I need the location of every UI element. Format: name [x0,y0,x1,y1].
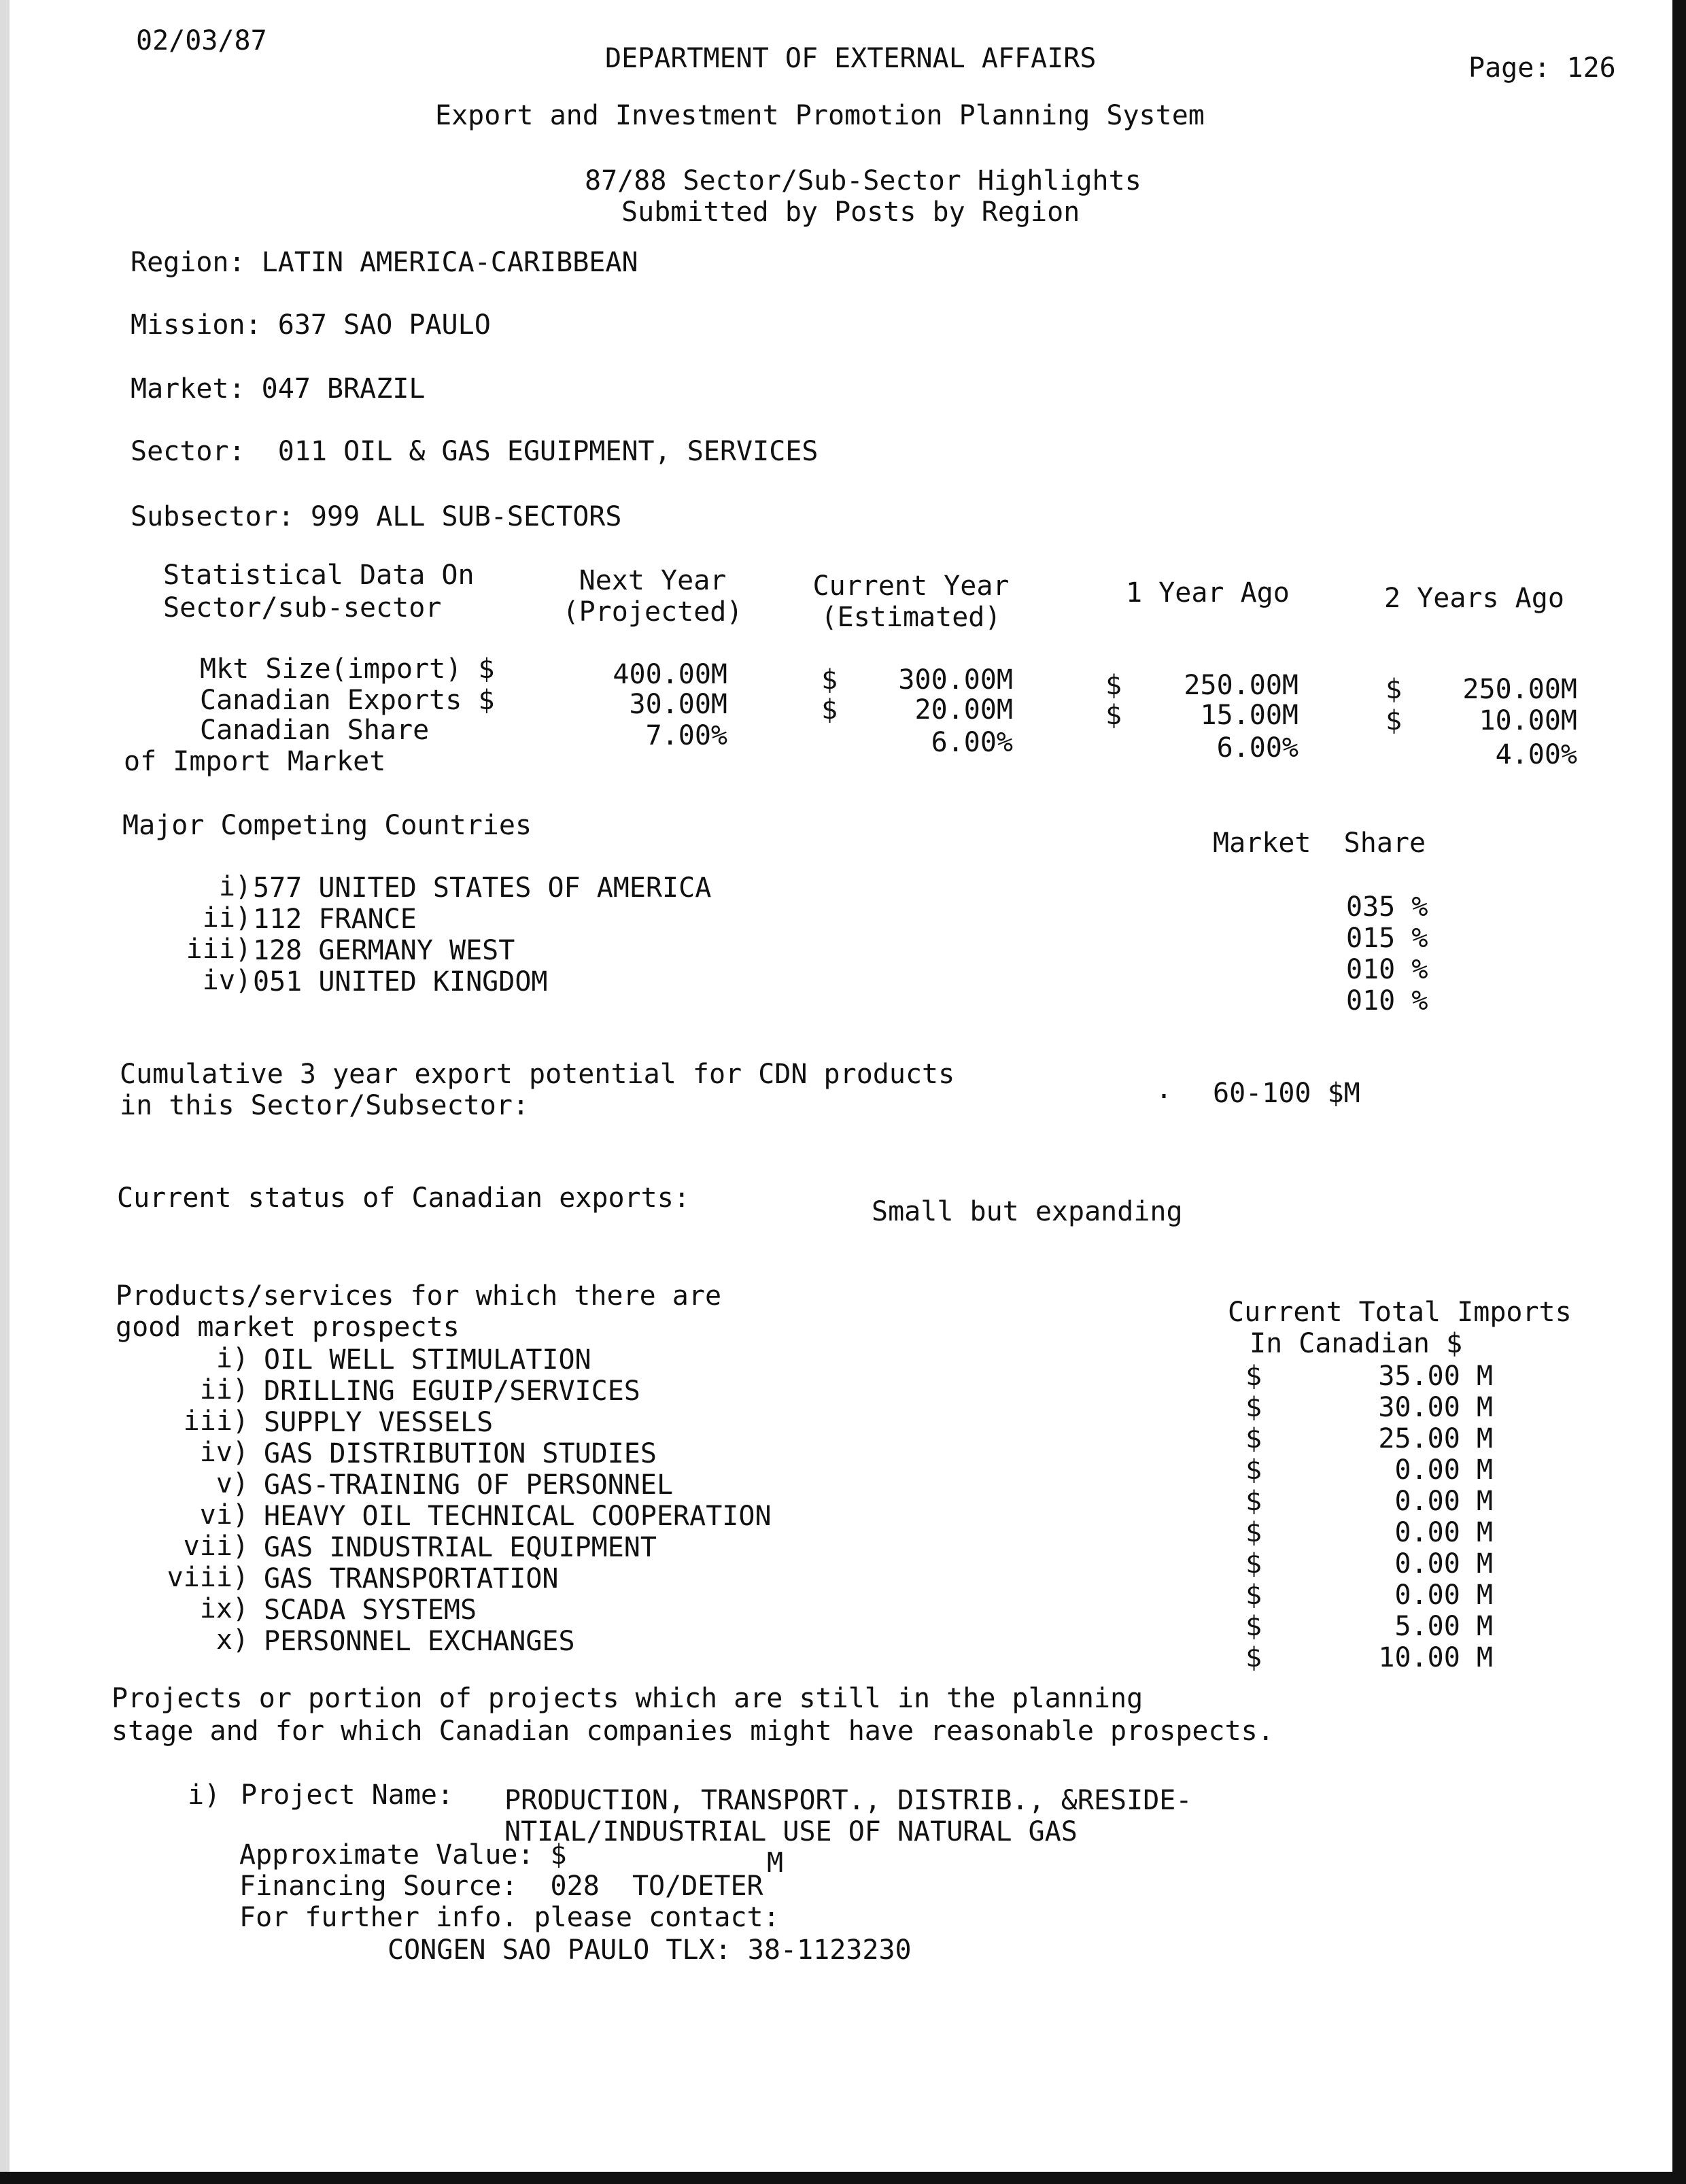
product-name: OIL WELL STIMULATION [264,1344,591,1376]
status-label: Current status of Canadian exports: [117,1182,690,1214]
product-number: i) [216,1343,249,1374]
product-name: GAS INDUSTRIAL EQUIPMENT [264,1532,657,1563]
report-subtitle: Submitted by Posts by Region [621,197,1080,228]
potential-label-2: in this Sector/Subsector: [120,1090,530,1121]
stats-cdn-exports-1y: 15.00M [1200,700,1298,731]
status-value: Small but expanding [872,1196,1183,1227]
dollar-sign: $ [1245,1454,1262,1486]
product-number: vi) [199,1499,249,1531]
product-name: DRILLING EGUIP/SERVICES [264,1376,640,1407]
stats-mkt-size-current: 300.00M [898,664,1013,696]
product-import-value: 0.00 M [1394,1548,1493,1580]
approximate-value-label: Approximate Value: $ [239,1839,567,1871]
product-import-value: 30.00 M [1378,1392,1493,1423]
product-name: SCADA SYSTEMS [264,1594,477,1626]
stats-cdn-exports-current: 20.00M [914,694,1013,726]
competitor-number: iii) [186,934,252,965]
stats-mkt-size-1y: 250.00M [1184,670,1298,701]
potential-value: 60-100 $M [1213,1078,1360,1109]
dollar-sign: $ [1245,1517,1262,1548]
dollar-sign: $ [1386,674,1403,705]
stats-mkt-size-next: 400.00M [613,659,727,690]
col-1-year-ago: 1 Year Ago [1126,577,1290,609]
dollar-sign: $ [1245,1423,1262,1454]
competitor-name: 051 UNITED KINGDOM [253,966,548,997]
product-import-value: 25.00 M [1378,1423,1493,1454]
competitor-number: ii) [202,902,252,934]
product-number: vii) [183,1531,249,1562]
sector-field: Sector: 011 OIL & GAS EGUIPMENT, SERVICES [131,436,819,467]
projects-intro-2: stage and for which Canadian companies might have reasonable prospects. [111,1716,1274,1747]
product-name: GAS-TRAINING OF PERSONNEL [264,1469,674,1501]
market-share-header: Market Share [1213,827,1426,859]
dollar-sign: $ [821,664,838,696]
dollar-sign: $ [821,694,838,726]
approximate-value-unit: M [767,1847,784,1879]
products-title-2: good market prospects [116,1312,460,1343]
stats-cdn-share-2y: 4.00% [1495,739,1577,770]
stats-row-label-mkt-size: Mkt Size(import) $ [200,653,495,685]
dollar-sign: $ [1386,705,1403,736]
product-name: HEAVY OIL TECHNICAL COOPERATION [264,1501,772,1532]
potential-leader-dot: . [1156,1074,1173,1105]
competitor-share: 035 % [1346,891,1428,923]
scan-left-edge [0,0,10,2184]
competitor-name: 128 GERMANY WEST [253,935,515,966]
report-date: 02/03/87 [136,25,267,56]
scan-bottom-border [0,2172,1686,2184]
product-name: PERSONNEL EXCHANGES [264,1626,575,1657]
market-field: Market: 047 BRAZIL [131,373,426,405]
dollar-sign: $ [1245,1392,1262,1423]
product-number: iv) [199,1437,249,1468]
products-title: Products/services for which there are [116,1280,722,1312]
col-next-year: Next Year [579,565,727,596]
dollar-sign: $ [1105,700,1122,731]
product-number: ix) [199,1593,249,1624]
product-import-value: 35.00 M [1378,1361,1493,1392]
stats-header-label-2: Sector/sub-sector [163,592,442,624]
stats-header-label: Statistical Data On [163,560,475,591]
subsector-field: Subsector: 999 ALL SUB-SECTORS [131,501,622,532]
contact-label: For further info. please contact: [239,1902,780,1933]
system-name: Export and Investment Promotion Planning System [435,100,1205,131]
product-import-value: 0.00 M [1394,1580,1493,1611]
competitor-share: 010 % [1346,985,1428,1017]
col-current-year-sub: (Estimated) [821,602,1001,633]
stats-cdn-share-current: 6.00% [931,727,1013,758]
product-number: v) [216,1468,249,1499]
competitor-number: i) [218,871,252,902]
imports-header-2: In Canadian $ [1250,1328,1463,1359]
col-2-years-ago: 2 Years Ago [1384,583,1564,614]
product-name: GAS TRANSPORTATION [264,1563,559,1594]
stats-row-label-cdn-share-2: of Import Market [124,746,386,777]
dollar-sign: $ [1105,670,1122,701]
stats-cdn-share-next: 7.00% [645,720,727,751]
department-name: DEPARTMENT OF EXTERNAL AFFAIRS [605,43,1097,74]
imports-header: Current Total Imports [1228,1297,1572,1328]
competitor-name: 112 FRANCE [253,904,417,935]
product-import-value: 5.00 M [1394,1611,1493,1642]
product-name: GAS DISTRIBUTION STUDIES [264,1438,657,1469]
project-name-line-2: NTIAL/INDUSTRIAL USE OF NATURAL GAS [504,1816,1078,1847]
competitor-share: 015 % [1346,923,1428,954]
page-number: Page: 126 [1468,52,1616,84]
product-import-value: 0.00 M [1394,1517,1493,1548]
stats-cdn-exports-next: 30.00M [629,689,727,720]
dollar-sign: $ [1245,1361,1262,1392]
projects-intro: Projects or portion of projects which are still in the planning [111,1683,1143,1714]
dollar-sign: $ [1245,1548,1262,1580]
dollar-sign: $ [1245,1580,1262,1611]
stats-cdn-exports-2y: 10.00M [1479,705,1577,736]
product-import-value: 10.00 M [1378,1642,1493,1673]
potential-label: Cumulative 3 year export potential for CDN products [120,1059,955,1090]
product-import-value: 0.00 M [1394,1486,1493,1517]
dollar-sign: $ [1245,1642,1262,1673]
stats-cdn-share-1y: 6.00% [1216,732,1298,764]
product-number: x) [216,1624,249,1656]
contact-info: CONGEN SAO PAULO TLX: 38-1123230 [388,1934,912,1966]
product-number: viii) [167,1562,249,1593]
project-number: i) [188,1779,221,1811]
financing-source: Financing Source: 028 TO/DETER [239,1871,763,1902]
competitor-number: iv) [202,965,252,996]
product-number: iii) [183,1405,249,1437]
scan-right-border [1672,0,1686,2184]
stats-mkt-size-2y: 250.00M [1462,674,1577,705]
product-import-value: 0.00 M [1394,1454,1493,1486]
stats-row-label-cdn-share: Canadian Share [200,715,430,746]
competitors-title: Major Competing Countries [122,810,532,841]
col-current-year: Current Year [812,570,1010,602]
col-next-year-sub: (Projected) [562,596,743,628]
project-name-label: Project Name: [241,1779,454,1811]
product-number: ii) [199,1374,249,1405]
mission-field: Mission: 637 SAO PAULO [131,309,491,341]
competitor-share: 010 % [1346,954,1428,985]
dollar-sign: $ [1245,1611,1262,1642]
region-field: Region: LATIN AMERICA-CARIBBEAN [131,247,638,278]
stats-row-label-cdn-exports: Canadian Exports $ [200,685,495,716]
product-name: SUPPLY VESSELS [264,1407,494,1438]
competitor-name: 577 UNITED STATES OF AMERICA [253,872,712,904]
dollar-sign: $ [1245,1486,1262,1517]
report-title: 87/88 Sector/Sub-Sector Highlights [585,165,1141,197]
project-name: PRODUCTION, TRANSPORT., DISTRIB., &RESIDE- [504,1785,1192,1816]
